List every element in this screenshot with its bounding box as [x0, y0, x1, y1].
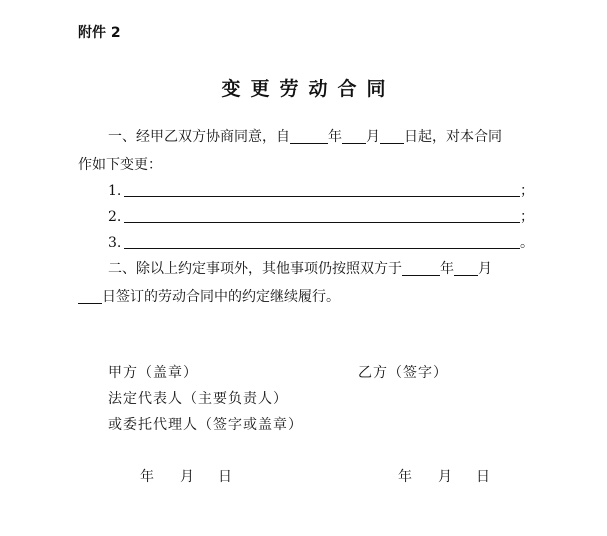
paragraph-1-continuation: 作如下变更：	[78, 157, 162, 173]
document-title: 变更劳动合同	[221, 78, 396, 100]
party-a-date-month: 月	[180, 469, 194, 485]
blank-field-day-2[interactable]	[78, 289, 102, 304]
party-a-label: 甲方（盖章）	[108, 365, 198, 381]
year-label: 年	[328, 129, 342, 145]
paragraph-1-line-1	[108, 128, 502, 146]
agent-label: 或委托代理人（签字或盖章）	[108, 417, 303, 433]
item-3-number: 3.	[108, 235, 122, 251]
paragraph-2-line-2	[78, 288, 340, 306]
blank-field-year[interactable]	[290, 129, 328, 144]
party-a-date-year: 年	[140, 469, 154, 485]
item-1-blank-line[interactable]	[124, 196, 520, 197]
blank-field-month-2[interactable]	[454, 261, 478, 276]
paragraph-2-text: 二、除以上约定事项外，其他事项仍按照双方于	[108, 261, 402, 277]
item-1-number: 1.	[108, 183, 122, 199]
blank-field-month[interactable]	[342, 129, 366, 144]
party-a-date-day: 日	[218, 469, 232, 485]
month-label: 月	[366, 129, 380, 145]
item-2-number: 2.	[108, 209, 122, 225]
year-label-2: 年	[440, 261, 454, 277]
legal-representative-label: 法定代表人（主要负责人）	[108, 391, 288, 407]
paragraph-1-line-2	[78, 156, 162, 174]
day-clause-text: 日起，对本合同	[404, 129, 502, 145]
month-label-2: 月	[478, 261, 492, 277]
party-b-date-year: 年	[398, 469, 412, 485]
paragraph-1-text: 一、经甲乙双方协商同意，自	[108, 129, 290, 145]
party-b-date-day: 日	[476, 469, 490, 485]
blank-field-year-2[interactable]	[402, 261, 440, 276]
paragraph-2-line-1	[108, 260, 492, 278]
item-3-blank-line[interactable]	[124, 248, 520, 249]
blank-field-day[interactable]	[380, 129, 404, 144]
item-2-blank-line[interactable]	[124, 222, 520, 223]
party-b-label: 乙方（签字）	[358, 365, 448, 381]
party-b-date-month: 月	[438, 469, 452, 485]
attachment-label: 附件 2	[78, 25, 121, 41]
item-1-punct: ；	[520, 183, 534, 199]
item-3-punct: 。	[520, 235, 534, 251]
item-2-punct: ；	[520, 209, 534, 225]
paragraph-2-continuation: 日签订的劳动合同中的约定继续履行。	[102, 289, 340, 305]
